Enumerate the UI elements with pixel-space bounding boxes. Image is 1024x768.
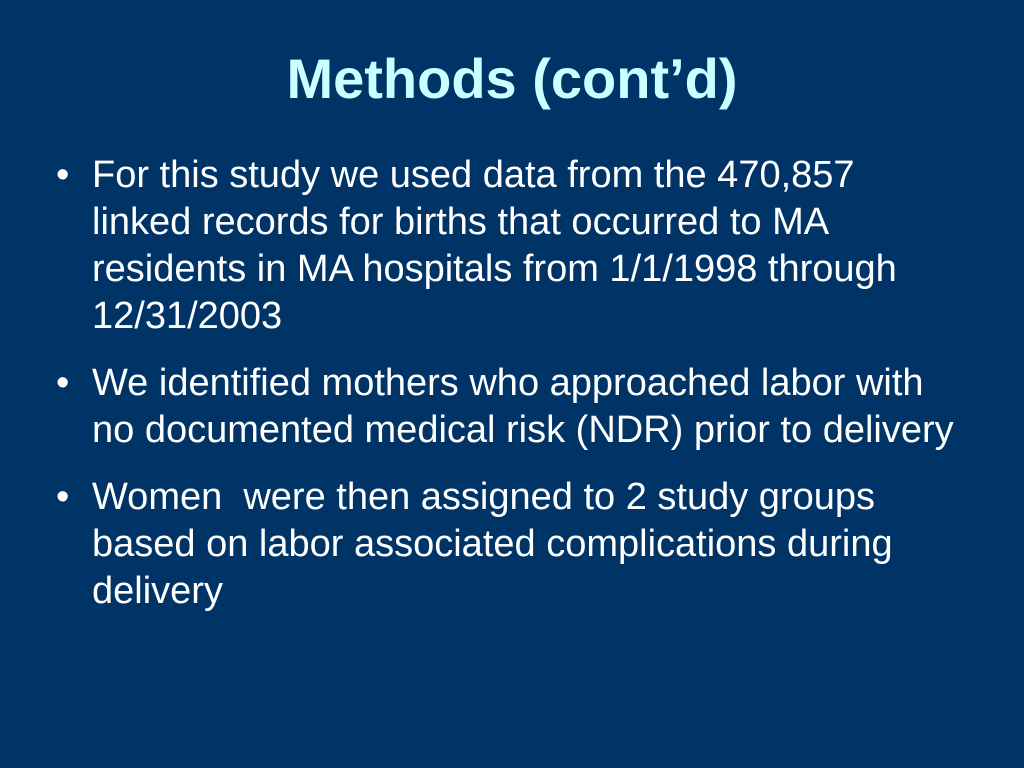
- bullet-list: [56, 152, 956, 635]
- bullet-item: [56, 152, 956, 340]
- bullet-dot-icon: •: [56, 362, 70, 404]
- bullet-text: For this study we used data from the 470,857 linked records for births that occurred to MA residents in MA hospitals from 1/1/1998 through 12/31/2003: [92, 154, 908, 337]
- slide-title: Methods (cont’d): [286, 47, 738, 110]
- bullet-text: We identified mothers who approached labor with no documented medical risk (NDR) prior to delivery: [92, 362, 954, 451]
- bullet-item: [56, 360, 956, 454]
- bullet-text: Women were then assigned to 2 study groups based on labor associated complications during delivery: [92, 476, 904, 612]
- bullet-dot-icon: •: [56, 154, 70, 196]
- bullet-dot-icon: •: [56, 476, 70, 518]
- bullet-item: [56, 474, 956, 615]
